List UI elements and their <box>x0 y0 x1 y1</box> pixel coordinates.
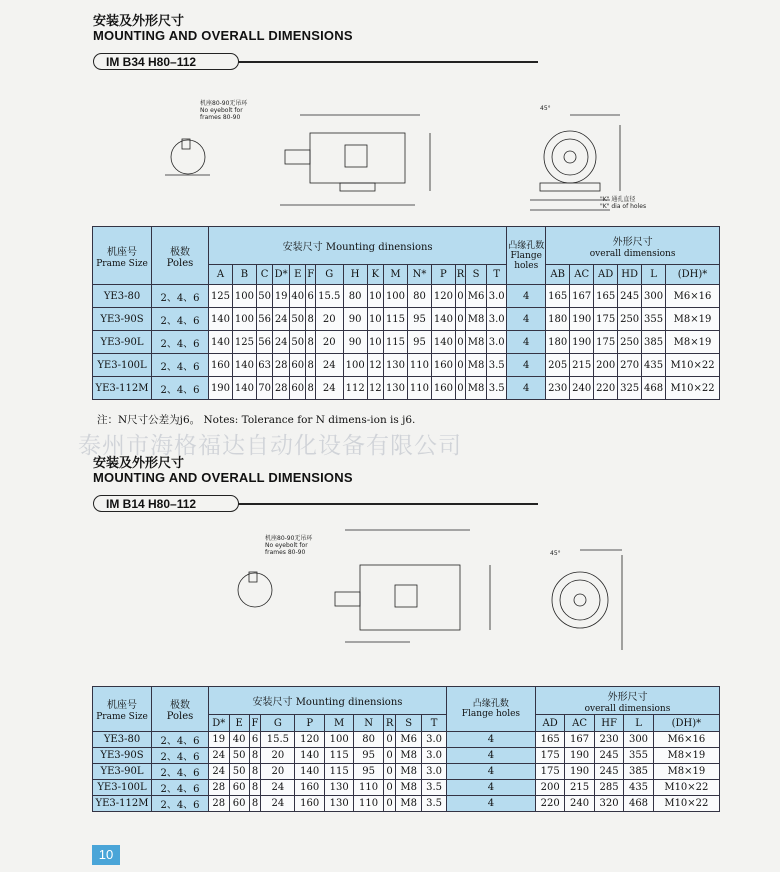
section2-title-en: MOUNTING AND OVERALL DIMENSIONS <box>93 470 353 485</box>
table-cell: M6×16 <box>653 732 719 748</box>
table-cell: M6×16 <box>666 285 720 308</box>
table-cell: 140 <box>232 354 256 377</box>
table-cell: 175 <box>594 331 618 354</box>
table-cell: 8 <box>249 796 261 812</box>
section2-dimension-drawing <box>210 520 630 660</box>
table-cell: 165 <box>594 285 618 308</box>
table-cell: M6 <box>466 285 487 308</box>
col-header: G <box>261 715 295 732</box>
table-row <box>93 732 720 748</box>
table-cell: 8 <box>306 377 315 400</box>
table-cell: M8 <box>396 748 422 764</box>
table-cell: 385 <box>642 331 666 354</box>
table-cell: 24 <box>273 308 290 331</box>
table-cell: 100 <box>232 285 256 308</box>
col-header: D* <box>209 715 230 732</box>
table-cell: M8×19 <box>666 308 720 331</box>
table-cell: 130 <box>384 354 408 377</box>
table-row <box>93 764 720 780</box>
table-cell: 175 <box>535 748 564 764</box>
col-header: A <box>209 265 233 285</box>
col-header: P <box>295 715 324 732</box>
table-cell: M8 <box>396 780 422 796</box>
table-cell: 12 <box>367 377 383 400</box>
table-cell: 95 <box>354 764 383 780</box>
table-cell: M10×22 <box>653 780 719 796</box>
table-cell: 180 <box>546 308 570 331</box>
table-cell: 190 <box>565 748 594 764</box>
table-cell: 24 <box>261 780 295 796</box>
table-cell: YE3-100L <box>93 354 152 377</box>
angle-label-2: 45° <box>550 550 561 557</box>
table-cell: 180 <box>546 331 570 354</box>
col-header: C <box>256 265 272 285</box>
hole-note-cn: "K" 通孔直径 <box>600 196 636 203</box>
table-cell: 60 <box>229 796 249 812</box>
table-cell: 160 <box>295 796 324 812</box>
table-cell: 165 <box>535 732 564 748</box>
col-header: R <box>383 715 396 732</box>
table-cell: 4 <box>446 796 535 812</box>
table-cell: 50 <box>290 308 306 331</box>
col-header: E <box>290 265 306 285</box>
table-cell: 10 <box>367 331 383 354</box>
table-cell: YE3-100L <box>93 780 152 796</box>
col-header: N <box>354 715 383 732</box>
table-cell: M10×22 <box>666 354 720 377</box>
table-cell: 100 <box>343 354 367 377</box>
table-cell: 270 <box>618 354 642 377</box>
table-cell: 3.0 <box>422 732 447 748</box>
table-row <box>93 285 720 308</box>
table-cell: M8×19 <box>653 748 719 764</box>
table-cell: 140 <box>431 308 455 331</box>
table-cell: 0 <box>455 285 465 308</box>
section1-title-cn: 安装及外形尺寸 <box>93 14 185 29</box>
table-cell: 63 <box>256 354 272 377</box>
eyebolt-note-cn-2: 机座80-90无吊环 <box>265 535 313 542</box>
col-header: L <box>624 715 653 732</box>
table-cell: 245 <box>594 764 623 780</box>
table-cell: 28 <box>209 796 230 812</box>
col-header: L <box>642 265 666 285</box>
table-cell: 3.0 <box>487 308 507 331</box>
table-cell: 0 <box>383 748 396 764</box>
table-cell: 19 <box>273 285 290 308</box>
eyebolt-note-en1-2: No eyebolt for <box>265 542 308 549</box>
table-cell: M8 <box>466 331 487 354</box>
table-cell: 230 <box>594 732 623 748</box>
table-cell: 50 <box>256 285 272 308</box>
table-cell: 0 <box>383 796 396 812</box>
table-row <box>93 354 720 377</box>
table-cell: 3.5 <box>487 377 507 400</box>
table-cell: 230 <box>546 377 570 400</box>
table-cell: 2、4、6 <box>152 285 209 308</box>
table-cell: 0 <box>383 732 396 748</box>
table-cell: 120 <box>295 732 324 748</box>
col-header: (DH)* <box>653 715 719 732</box>
table-cell: 95 <box>354 748 383 764</box>
table-cell: 0 <box>455 331 465 354</box>
col-header: T <box>422 715 447 732</box>
flange-holes-header: 凸缘孔数 Flange holes <box>507 227 546 285</box>
table-cell: 240 <box>565 796 594 812</box>
col-header: AD <box>594 265 618 285</box>
table-cell: 8 <box>306 308 315 331</box>
table-cell: 4 <box>507 331 546 354</box>
table-cell: 115 <box>384 331 408 354</box>
table-cell: 110 <box>407 377 431 400</box>
table-cell: 115 <box>384 308 408 331</box>
table-cell: 20 <box>261 764 295 780</box>
col-header: HD <box>618 265 642 285</box>
table-cell: 215 <box>565 780 594 796</box>
table-row <box>93 377 720 400</box>
table-cell: 28 <box>209 780 230 796</box>
table-cell: 385 <box>624 764 653 780</box>
col-header: M <box>384 265 408 285</box>
table-cell: 3.5 <box>422 780 447 796</box>
table-cell: 6 <box>249 732 261 748</box>
table-cell: 110 <box>407 354 431 377</box>
table-cell: 165 <box>546 285 570 308</box>
table-cell: 130 <box>324 796 353 812</box>
col-header: (DH)* <box>666 265 720 285</box>
table-cell: 120 <box>431 285 455 308</box>
col-header: S <box>396 715 422 732</box>
table-cell: 245 <box>618 285 642 308</box>
table-cell: 167 <box>570 285 594 308</box>
col-poles-2: 极数 Poles <box>152 687 209 732</box>
table-cell: 50 <box>229 764 249 780</box>
col-header: S <box>466 265 487 285</box>
table-cell: 200 <box>535 780 564 796</box>
table-cell: 4 <box>446 748 535 764</box>
table-cell: 3.5 <box>422 796 447 812</box>
table-cell: 90 <box>343 331 367 354</box>
table-cell: 95 <box>407 308 431 331</box>
table-cell: 56 <box>256 331 272 354</box>
table-cell: 140 <box>295 748 324 764</box>
page-number: 10 <box>92 845 120 865</box>
table-cell: 8 <box>249 764 261 780</box>
table-cell: 2、4、6 <box>152 780 209 796</box>
table-cell: 80 <box>407 285 431 308</box>
table-cell: 2、4、6 <box>152 732 209 748</box>
table-cell: 125 <box>209 285 233 308</box>
table-cell: 3.0 <box>487 285 507 308</box>
table-cell: M10×22 <box>653 796 719 812</box>
table-cell: 24 <box>261 796 295 812</box>
table-cell: 245 <box>594 748 623 764</box>
table-cell: 355 <box>624 748 653 764</box>
flange-holes-header-2: 凸缘孔数 Flange holes <box>446 687 535 732</box>
col-header: K <box>367 265 383 285</box>
table-cell: 2、4、6 <box>152 331 209 354</box>
col-header: B <box>232 265 256 285</box>
section2-spec-table <box>92 686 720 812</box>
table-cell: YE3-112M <box>93 377 152 400</box>
col-header: HF <box>594 715 623 732</box>
table-cell: 325 <box>618 377 642 400</box>
angle-label: 45° <box>540 105 551 112</box>
table-cell: 8 <box>249 780 261 796</box>
table-cell: 100 <box>384 285 408 308</box>
table-cell: 28 <box>273 354 290 377</box>
table-cell: 140 <box>232 377 256 400</box>
table-cell: 190 <box>570 308 594 331</box>
table-cell: M8 <box>396 764 422 780</box>
table-cell: 4 <box>446 780 535 796</box>
table-cell: 24 <box>209 748 230 764</box>
table-cell: 300 <box>642 285 666 308</box>
table-cell: 0 <box>455 354 465 377</box>
table-cell: 24 <box>209 764 230 780</box>
table-cell: 80 <box>343 285 367 308</box>
col-header: AC <box>565 715 594 732</box>
table-row <box>93 331 720 354</box>
table-cell: 90 <box>343 308 367 331</box>
table-cell: 10 <box>367 285 383 308</box>
table-cell: 130 <box>384 377 408 400</box>
table-cell: 240 <box>570 377 594 400</box>
table-cell: 220 <box>535 796 564 812</box>
table-cell: 24 <box>315 377 343 400</box>
col-header: T <box>487 265 507 285</box>
table-cell: YE3-112M <box>93 796 152 812</box>
table-cell: M8×19 <box>653 764 719 780</box>
table-cell: 468 <box>642 377 666 400</box>
table-cell: 200 <box>594 354 618 377</box>
table-cell: 160 <box>431 354 455 377</box>
table-cell: 4 <box>507 377 546 400</box>
col-header: N* <box>407 265 431 285</box>
col-header: F <box>249 715 261 732</box>
table-cell: 130 <box>324 780 353 796</box>
table-cell: YE3-90L <box>93 764 152 780</box>
table-cell: 40 <box>229 732 249 748</box>
table-cell: 40 <box>290 285 306 308</box>
col-frame-size: 机座号 Prame Size <box>93 227 152 285</box>
col-header: AC <box>570 265 594 285</box>
table-cell: 19 <box>209 732 230 748</box>
table-cell: 8 <box>306 331 315 354</box>
table-cell: 320 <box>594 796 623 812</box>
section1-title-en: MOUNTING AND OVERALL DIMENSIONS <box>93 28 353 43</box>
table-cell: 100 <box>324 732 353 748</box>
table-cell: 190 <box>570 331 594 354</box>
table-cell: 468 <box>624 796 653 812</box>
section1-spec-table <box>92 226 720 400</box>
table-cell: 0 <box>383 764 396 780</box>
table-cell: M6 <box>396 732 422 748</box>
table-cell: 60 <box>229 780 249 796</box>
table-cell: 167 <box>565 732 594 748</box>
table-cell: 112 <box>343 377 367 400</box>
table-cell: 95 <box>407 331 431 354</box>
col-header: D* <box>273 265 290 285</box>
table-cell: 250 <box>618 331 642 354</box>
table-cell: 100 <box>232 308 256 331</box>
table-cell: 190 <box>209 377 233 400</box>
section2-model-label: IM B14 H80–112 <box>93 495 239 512</box>
table-cell: YE3-80 <box>93 285 152 308</box>
table-cell: 190 <box>565 764 594 780</box>
tolerance-note: 注：N尺寸公差为j6。 Notes: Tolerance for N dimens-ion is j6. <box>97 414 416 426</box>
table-cell: 220 <box>594 377 618 400</box>
col-header: M <box>324 715 353 732</box>
table-cell: 3.0 <box>487 331 507 354</box>
table-cell: 2、4、6 <box>152 308 209 331</box>
table-cell: 110 <box>354 796 383 812</box>
table-cell: 215 <box>570 354 594 377</box>
table-cell: 2、4、6 <box>152 748 209 764</box>
table-cell: M8 <box>466 354 487 377</box>
overall-dimensions-header-2: 外形尺寸 overall dimensions <box>535 687 719 715</box>
table-cell: M8 <box>466 308 487 331</box>
table-row <box>93 780 720 796</box>
table-cell: YE3-90L <box>93 331 152 354</box>
table-row <box>93 308 720 331</box>
table-cell: 2、4、6 <box>152 796 209 812</box>
table-cell: 355 <box>642 308 666 331</box>
table-cell: 4 <box>446 764 535 780</box>
table-cell: 0 <box>383 780 396 796</box>
table-cell: 20 <box>315 308 343 331</box>
table-cell: 0 <box>455 377 465 400</box>
table-cell: 125 <box>232 331 256 354</box>
table-cell: 15.5 <box>261 732 295 748</box>
table-cell: 6 <box>306 285 315 308</box>
table-cell: M10×22 <box>666 377 720 400</box>
table-cell: 10 <box>367 308 383 331</box>
table-cell: 3.0 <box>422 748 447 764</box>
table-cell: 205 <box>546 354 570 377</box>
table-cell: 115 <box>324 764 353 780</box>
table-cell: 2、4、6 <box>152 764 209 780</box>
section1-dimension-drawing <box>160 95 647 220</box>
table-cell: YE3-90S <box>93 308 152 331</box>
table-cell: 60 <box>290 354 306 377</box>
eyebolt-note-en2: frames 80-90 <box>200 114 241 121</box>
table-cell: 140 <box>209 308 233 331</box>
table-cell: 15.5 <box>315 285 343 308</box>
table-cell: 250 <box>618 308 642 331</box>
table-cell: 24 <box>273 331 290 354</box>
col-frame-size-2: 机座号 Prame Size <box>93 687 152 732</box>
table-cell: 0 <box>455 308 465 331</box>
col-header: AB <box>546 265 570 285</box>
col-header: G <box>315 265 343 285</box>
table-cell: 8 <box>306 354 315 377</box>
col-header: R <box>455 265 465 285</box>
col-header: H <box>343 265 367 285</box>
table-cell: 56 <box>256 308 272 331</box>
table-cell: 4 <box>446 732 535 748</box>
table-cell: 4 <box>507 354 546 377</box>
table-cell: 20 <box>261 748 295 764</box>
table-cell: 3.0 <box>422 764 447 780</box>
table-cell: 50 <box>229 748 249 764</box>
table-cell: 160 <box>209 354 233 377</box>
table-cell: 115 <box>324 748 353 764</box>
table-cell: YE3-80 <box>93 732 152 748</box>
table-cell: 435 <box>642 354 666 377</box>
table-cell: 435 <box>624 780 653 796</box>
table-cell: 175 <box>535 764 564 780</box>
table-cell: M8×19 <box>666 331 720 354</box>
table-cell: 4 <box>507 285 546 308</box>
table-cell: 285 <box>594 780 623 796</box>
table-cell: 80 <box>354 732 383 748</box>
section1-model-label: IM B34 H80–112 <box>93 53 239 70</box>
eyebolt-note-cn: 机座80-90无吊环 <box>200 100 248 107</box>
overall-dimensions-header: 外形尺寸 overall dimensions <box>546 227 720 265</box>
table-cell: 2、4、6 <box>152 377 209 400</box>
table-cell: 20 <box>315 331 343 354</box>
table-cell: 3.5 <box>487 354 507 377</box>
table-cell: 300 <box>624 732 653 748</box>
table-cell: 12 <box>367 354 383 377</box>
table-cell: 70 <box>256 377 272 400</box>
table-cell: 160 <box>295 780 324 796</box>
eyebolt-note-en2-2: frames 80-90 <box>265 549 306 556</box>
table-cell: 28 <box>273 377 290 400</box>
col-header: F <box>306 265 315 285</box>
table-cell: 140 <box>295 764 324 780</box>
hole-note-en: "K" dia of holes <box>600 203 647 210</box>
table-cell: M8 <box>396 796 422 812</box>
table-cell: 160 <box>431 377 455 400</box>
col-header: E <box>229 715 249 732</box>
table-cell: 175 <box>594 308 618 331</box>
table-cell: 2、4、6 <box>152 354 209 377</box>
mounting-dimensions-header: 安装尺寸 Mounting dinensions <box>209 227 507 265</box>
col-header: AD <box>535 715 564 732</box>
mounting-dimensions-header-2: 安装尺寸 Mounting dinensions <box>209 687 447 715</box>
col-header: P <box>431 265 455 285</box>
table-cell: 140 <box>431 331 455 354</box>
table-row <box>93 796 720 812</box>
col-poles: 极数 Poles <box>152 227 209 285</box>
table-cell: M8 <box>466 377 487 400</box>
table-cell: 140 <box>209 331 233 354</box>
watermark: 泰州市海格福达自动化设备有限公司 <box>78 433 462 459</box>
table-cell: 24 <box>315 354 343 377</box>
eyebolt-note-en1: No eyebolt for <box>200 107 243 114</box>
table-cell: 60 <box>290 377 306 400</box>
section2-title-cn: 安装及外形尺寸 <box>93 456 185 471</box>
table-cell: 50 <box>290 331 306 354</box>
table-cell: 4 <box>507 308 546 331</box>
table-cell: 8 <box>249 748 261 764</box>
table-cell: 110 <box>354 780 383 796</box>
table-row <box>93 748 720 764</box>
table-cell: YE3-90S <box>93 748 152 764</box>
